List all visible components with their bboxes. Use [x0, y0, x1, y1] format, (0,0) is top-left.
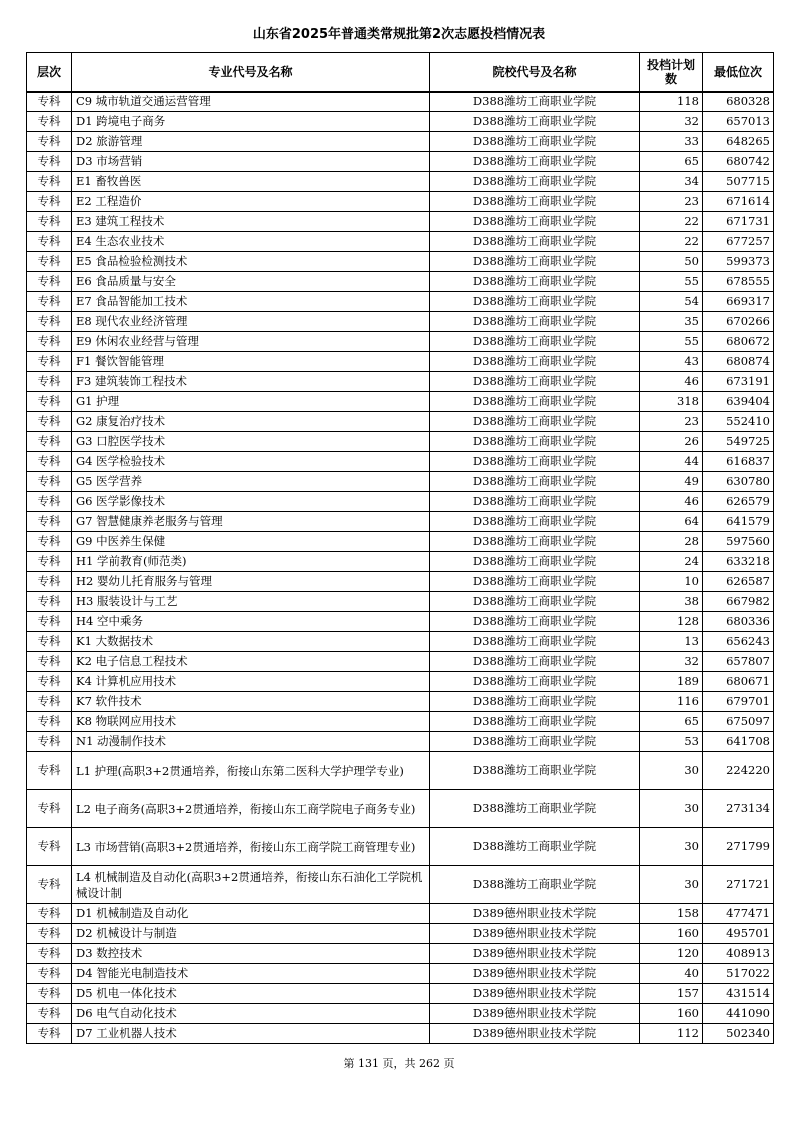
school-cell: D388潍坊工商职业学院 — [430, 392, 640, 412]
table-row — [27, 272, 774, 292]
rank-cell: 517022 — [703, 964, 774, 984]
quota-cell: 157 — [640, 984, 703, 1004]
rank-cell: 616837 — [703, 452, 774, 472]
school-cell: D388潍坊工商职业学院 — [430, 292, 640, 312]
school-cell: D389德州职业技术学院 — [430, 984, 640, 1004]
rank-cell: 224220 — [703, 752, 774, 790]
quota-cell: 65 — [640, 152, 703, 172]
quota-cell: 32 — [640, 652, 703, 672]
table-row — [27, 652, 774, 672]
header-school: 院校代号及名称 — [430, 53, 640, 92]
school-cell: D388潍坊工商职业学院 — [430, 532, 640, 552]
admission-table — [26, 52, 774, 1044]
level-cell: 专科 — [27, 672, 72, 692]
rank-cell: 680874 — [703, 352, 774, 372]
major-cell: G2 康复治疗技术 — [72, 412, 430, 432]
school-cell: D388潍坊工商职业学院 — [430, 732, 640, 752]
level-cell: 专科 — [27, 452, 72, 472]
major-cell: E7 食品智能加工技术 — [72, 292, 430, 312]
table-row — [27, 192, 774, 212]
quota-cell: 30 — [640, 790, 703, 828]
school-cell: D388潍坊工商职业学院 — [430, 432, 640, 452]
major-cell: D3 市场营销 — [72, 152, 430, 172]
rank-cell: 680742 — [703, 152, 774, 172]
major-cell: H4 空中乘务 — [72, 612, 430, 632]
table-row — [27, 964, 774, 984]
school-cell: D388潍坊工商职业学院 — [430, 312, 640, 332]
major-cell: K7 软件技术 — [72, 692, 430, 712]
school-cell: D388潍坊工商职业学院 — [430, 612, 640, 632]
header-rank: 最低位次 — [703, 53, 774, 92]
school-cell: D388潍坊工商职业学院 — [430, 152, 640, 172]
school-cell: D388潍坊工商职业学院 — [430, 372, 640, 392]
quota-cell: 64 — [640, 512, 703, 532]
rank-cell: 657807 — [703, 652, 774, 672]
major-cell: H2 婴幼儿托育服务与管理 — [72, 572, 430, 592]
school-cell: D388潍坊工商职业学院 — [430, 492, 640, 512]
school-cell: D388潍坊工商职业学院 — [430, 332, 640, 352]
table-row — [27, 984, 774, 1004]
rank-cell: 639404 — [703, 392, 774, 412]
level-cell: 专科 — [27, 572, 72, 592]
school-cell: D388潍坊工商职业学院 — [430, 172, 640, 192]
major-cell: G4 医学检验技术 — [72, 452, 430, 472]
level-cell: 专科 — [27, 866, 72, 904]
school-cell: D388潍坊工商职业学院 — [430, 92, 640, 112]
table-row — [27, 372, 774, 392]
table-row — [27, 944, 774, 964]
rank-cell: 549725 — [703, 432, 774, 452]
table-row — [27, 532, 774, 552]
quota-cell: 30 — [640, 752, 703, 790]
school-cell: D388潍坊工商职业学院 — [430, 452, 640, 472]
major-cell: D1 机械制造及自动化 — [72, 904, 430, 924]
major-cell: N1 动漫制作技术 — [72, 732, 430, 752]
quota-cell: 22 — [640, 212, 703, 232]
level-cell: 专科 — [27, 712, 72, 732]
quota-cell: 32 — [640, 112, 703, 132]
table-row — [27, 672, 774, 692]
school-cell: D388潍坊工商职业学院 — [430, 232, 640, 252]
major-cell: E3 建筑工程技术 — [72, 212, 430, 232]
level-cell: 专科 — [27, 632, 72, 652]
major-cell: L2 电子商务(高职3+2贯通培养，衔接山东工商学院电子商务专业) — [72, 790, 430, 828]
level-cell: 专科 — [27, 1004, 72, 1024]
major-cell: H1 学前教育(师范类) — [72, 552, 430, 572]
header-major: 专业代号及名称 — [72, 53, 430, 92]
rank-cell: 626579 — [703, 492, 774, 512]
quota-cell: 33 — [640, 132, 703, 152]
school-cell: D388潍坊工商职业学院 — [430, 790, 640, 828]
table-row — [27, 732, 774, 752]
major-cell: L3 市场营销(高职3+2贯通培养，衔接山东工商学院工商管理专业) — [72, 828, 430, 866]
header-quota: 投档计划数 — [640, 53, 703, 92]
school-cell: D388潍坊工商职业学院 — [430, 112, 640, 132]
major-cell: G6 医学影像技术 — [72, 492, 430, 512]
major-cell: G1 护理 — [72, 392, 430, 412]
rank-cell: 431514 — [703, 984, 774, 1004]
rank-cell: 656243 — [703, 632, 774, 652]
rank-cell: 671614 — [703, 192, 774, 212]
rank-cell: 667982 — [703, 592, 774, 612]
rank-cell: 633218 — [703, 552, 774, 572]
major-cell: D1 跨境电子商务 — [72, 112, 430, 132]
school-cell: D388潍坊工商职业学院 — [430, 692, 640, 712]
quota-cell: 30 — [640, 866, 703, 904]
level-cell: 专科 — [27, 232, 72, 252]
table-row — [27, 152, 774, 172]
table-row — [27, 452, 774, 472]
table-row — [27, 472, 774, 492]
table-row — [27, 572, 774, 592]
quota-cell: 44 — [640, 452, 703, 472]
rank-cell: 271799 — [703, 828, 774, 866]
page-footer: 第 131 页，共 262 页 — [343, 1057, 455, 1070]
level-cell: 专科 — [27, 412, 72, 432]
major-cell: K1 大数据技术 — [72, 632, 430, 652]
table-row — [27, 632, 774, 652]
rank-cell: 671731 — [703, 212, 774, 232]
table-row — [27, 552, 774, 572]
level-cell: 专科 — [27, 312, 72, 332]
table-row — [27, 790, 774, 828]
table-header-row — [27, 53, 774, 92]
rank-cell: 495701 — [703, 924, 774, 944]
level-cell: 专科 — [27, 272, 72, 292]
school-cell: D388潍坊工商职业学院 — [430, 866, 640, 904]
level-cell: 专科 — [27, 964, 72, 984]
major-cell: G5 医学营养 — [72, 472, 430, 492]
major-cell: H3 服装设计与工艺 — [72, 592, 430, 612]
school-cell: D388潍坊工商职业学院 — [430, 132, 640, 152]
major-cell: G3 口腔医学技术 — [72, 432, 430, 452]
table-row — [27, 392, 774, 412]
table-row — [27, 312, 774, 332]
level-cell: 专科 — [27, 532, 72, 552]
rank-cell: 626587 — [703, 572, 774, 592]
level-cell: 专科 — [27, 732, 72, 752]
quota-cell: 26 — [640, 432, 703, 452]
major-cell: F1 餐饮智能管理 — [72, 352, 430, 372]
rank-cell: 273134 — [703, 790, 774, 828]
major-cell: E5 食品检验检测技术 — [72, 252, 430, 272]
rank-cell: 507715 — [703, 172, 774, 192]
major-cell: C9 城市轨道交通运营管理 — [72, 92, 430, 112]
school-cell: D388潍坊工商职业学院 — [430, 192, 640, 212]
level-cell: 专科 — [27, 252, 72, 272]
quota-cell: 46 — [640, 372, 703, 392]
quota-cell: 23 — [640, 412, 703, 432]
rank-cell: 271721 — [703, 866, 774, 904]
level-cell: 专科 — [27, 828, 72, 866]
level-cell: 专科 — [27, 392, 72, 412]
rank-cell: 678555 — [703, 272, 774, 292]
table-row — [27, 332, 774, 352]
table-row — [27, 612, 774, 632]
quota-cell: 189 — [640, 672, 703, 692]
table-row — [27, 904, 774, 924]
quota-cell: 10 — [640, 572, 703, 592]
level-cell: 专科 — [27, 152, 72, 172]
level-cell: 专科 — [27, 112, 72, 132]
major-cell: E4 生态农业技术 — [72, 232, 430, 252]
level-cell: 专科 — [27, 944, 72, 964]
school-cell: D388潍坊工商职业学院 — [430, 672, 640, 692]
school-cell: D389德州职业技术学院 — [430, 904, 640, 924]
school-cell: D388潍坊工商职业学院 — [430, 352, 640, 372]
quota-cell: 30 — [640, 828, 703, 866]
quota-cell: 158 — [640, 904, 703, 924]
quota-cell: 160 — [640, 1004, 703, 1024]
table-body — [27, 92, 774, 1044]
rank-cell: 648265 — [703, 132, 774, 152]
document-title: 山东省2025年普通类常规批第2次志愿投档情况表 — [252, 27, 546, 42]
quota-cell: 55 — [640, 332, 703, 352]
major-cell: D7 工业机器人技术 — [72, 1024, 430, 1044]
level-cell: 专科 — [27, 790, 72, 828]
level-cell: 专科 — [27, 172, 72, 192]
rank-cell: 630780 — [703, 472, 774, 492]
quota-cell: 38 — [640, 592, 703, 612]
level-cell: 专科 — [27, 192, 72, 212]
level-cell: 专科 — [27, 612, 72, 632]
quota-cell: 112 — [640, 1024, 703, 1044]
table-row — [27, 512, 774, 532]
table-row — [27, 212, 774, 232]
level-cell: 专科 — [27, 372, 72, 392]
table-row — [27, 1004, 774, 1024]
rank-cell: 680328 — [703, 92, 774, 112]
level-cell: 专科 — [27, 1024, 72, 1044]
level-cell: 专科 — [27, 92, 72, 112]
quota-cell: 53 — [640, 732, 703, 752]
quota-cell: 49 — [640, 472, 703, 492]
level-cell: 专科 — [27, 592, 72, 612]
rank-cell: 680336 — [703, 612, 774, 632]
quota-cell: 118 — [640, 92, 703, 112]
table-row — [27, 1024, 774, 1044]
quota-cell: 28 — [640, 532, 703, 552]
school-cell: D388潍坊工商职业学院 — [430, 828, 640, 866]
rank-cell: 677257 — [703, 232, 774, 252]
quota-cell: 54 — [640, 292, 703, 312]
level-cell: 专科 — [27, 492, 72, 512]
major-cell: K8 物联网应用技术 — [72, 712, 430, 732]
rank-cell: 441090 — [703, 1004, 774, 1024]
rank-cell: 680671 — [703, 672, 774, 692]
school-cell: D388潍坊工商职业学院 — [430, 512, 640, 532]
rank-cell: 477471 — [703, 904, 774, 924]
level-cell: 专科 — [27, 432, 72, 452]
school-cell: D389德州职业技术学院 — [430, 944, 640, 964]
major-cell: D4 智能光电制造技术 — [72, 964, 430, 984]
quota-cell: 43 — [640, 352, 703, 372]
level-cell: 专科 — [27, 552, 72, 572]
table-row — [27, 924, 774, 944]
quota-cell: 35 — [640, 312, 703, 332]
rank-cell: 669317 — [703, 292, 774, 312]
quota-cell: 46 — [640, 492, 703, 512]
school-cell: D389德州职业技术学院 — [430, 964, 640, 984]
rank-cell: 670266 — [703, 312, 774, 332]
level-cell: 专科 — [27, 292, 72, 312]
table-row — [27, 692, 774, 712]
quota-cell: 318 — [640, 392, 703, 412]
rank-cell: 675097 — [703, 712, 774, 732]
level-cell: 专科 — [27, 512, 72, 532]
table-row — [27, 172, 774, 192]
school-cell: D389德州职业技术学院 — [430, 1004, 640, 1024]
table-row — [27, 252, 774, 272]
school-cell: D388潍坊工商职业学院 — [430, 552, 640, 572]
major-cell: E2 工程造价 — [72, 192, 430, 212]
school-cell: D388潍坊工商职业学院 — [430, 712, 640, 732]
rank-cell: 552410 — [703, 412, 774, 432]
table-row — [27, 866, 774, 904]
table-row — [27, 292, 774, 312]
table-row — [27, 752, 774, 790]
major-cell: L4 机械制造及自动化(高职3+2贯通培养，衔接山东石油化工学院机械设计制 — [72, 866, 430, 904]
quota-cell: 160 — [640, 924, 703, 944]
rank-cell: 657013 — [703, 112, 774, 132]
quota-cell: 13 — [640, 632, 703, 652]
header-level: 层次 — [27, 53, 72, 92]
table-row — [27, 492, 774, 512]
table-row — [27, 712, 774, 732]
level-cell: 专科 — [27, 132, 72, 152]
level-cell: 专科 — [27, 652, 72, 672]
level-cell: 专科 — [27, 692, 72, 712]
rank-cell: 599373 — [703, 252, 774, 272]
school-cell: D388潍坊工商职业学院 — [430, 212, 640, 232]
rank-cell: 597560 — [703, 532, 774, 552]
school-cell: D388潍坊工商职业学院 — [430, 592, 640, 612]
quota-cell: 120 — [640, 944, 703, 964]
major-cell: D2 机械设计与制造 — [72, 924, 430, 944]
rank-cell: 641708 — [703, 732, 774, 752]
school-cell: D388潍坊工商职业学院 — [430, 472, 640, 492]
major-cell: F3 建筑装饰工程技术 — [72, 372, 430, 392]
level-cell: 专科 — [27, 472, 72, 492]
table-row — [27, 828, 774, 866]
rank-cell: 641579 — [703, 512, 774, 532]
major-cell: E6 食品质量与安全 — [72, 272, 430, 292]
level-cell: 专科 — [27, 924, 72, 944]
quota-cell: 40 — [640, 964, 703, 984]
table-row — [27, 92, 774, 112]
school-cell: D389德州职业技术学院 — [430, 1024, 640, 1044]
level-cell: 专科 — [27, 212, 72, 232]
level-cell: 专科 — [27, 984, 72, 1004]
major-cell: E9 休闲农业经营与管理 — [72, 332, 430, 352]
level-cell: 专科 — [27, 904, 72, 924]
quota-cell: 128 — [640, 612, 703, 632]
major-cell: D2 旅游管理 — [72, 132, 430, 152]
table-row — [27, 412, 774, 432]
table-row — [27, 112, 774, 132]
table-row — [27, 432, 774, 452]
major-cell: K4 计算机应用技术 — [72, 672, 430, 692]
school-cell: D388潍坊工商职业学院 — [430, 652, 640, 672]
major-cell: D5 机电一体化技术 — [72, 984, 430, 1004]
school-cell: D388潍坊工商职业学院 — [430, 272, 640, 292]
quota-cell: 116 — [640, 692, 703, 712]
rank-cell: 680672 — [703, 332, 774, 352]
school-cell: D388潍坊工商职业学院 — [430, 252, 640, 272]
level-cell: 专科 — [27, 352, 72, 372]
quota-cell: 22 — [640, 232, 703, 252]
major-cell: G7 智慧健康养老服务与管理 — [72, 512, 430, 532]
rank-cell: 408913 — [703, 944, 774, 964]
quota-cell: 24 — [640, 552, 703, 572]
school-cell: D388潍坊工商职业学院 — [430, 752, 640, 790]
major-cell: G9 中医养生保健 — [72, 532, 430, 552]
school-cell: D388潍坊工商职业学院 — [430, 572, 640, 592]
major-cell: E8 现代农业经济管理 — [72, 312, 430, 332]
level-cell: 专科 — [27, 752, 72, 790]
quota-cell: 65 — [640, 712, 703, 732]
major-cell: E1 畜牧兽医 — [72, 172, 430, 192]
table-row — [27, 232, 774, 252]
school-cell: D388潍坊工商职业学院 — [430, 412, 640, 432]
quota-cell: 50 — [640, 252, 703, 272]
table-row — [27, 352, 774, 372]
school-cell: D389德州职业技术学院 — [430, 924, 640, 944]
quota-cell: 23 — [640, 192, 703, 212]
school-cell: D388潍坊工商职业学院 — [430, 632, 640, 652]
level-cell: 专科 — [27, 332, 72, 352]
table-row — [27, 132, 774, 152]
rank-cell: 679701 — [703, 692, 774, 712]
table-row — [27, 592, 774, 612]
major-cell: D3 数控技术 — [72, 944, 430, 964]
major-cell: D6 电气自动化技术 — [72, 1004, 430, 1024]
rank-cell: 673191 — [703, 372, 774, 392]
quota-cell: 55 — [640, 272, 703, 292]
major-cell: K2 电子信息工程技术 — [72, 652, 430, 672]
quota-cell: 34 — [640, 172, 703, 192]
rank-cell: 502340 — [703, 1024, 774, 1044]
major-cell: L1 护理(高职3+2贯通培养，衔接山东第二医科大学护理学专业) — [72, 752, 430, 790]
